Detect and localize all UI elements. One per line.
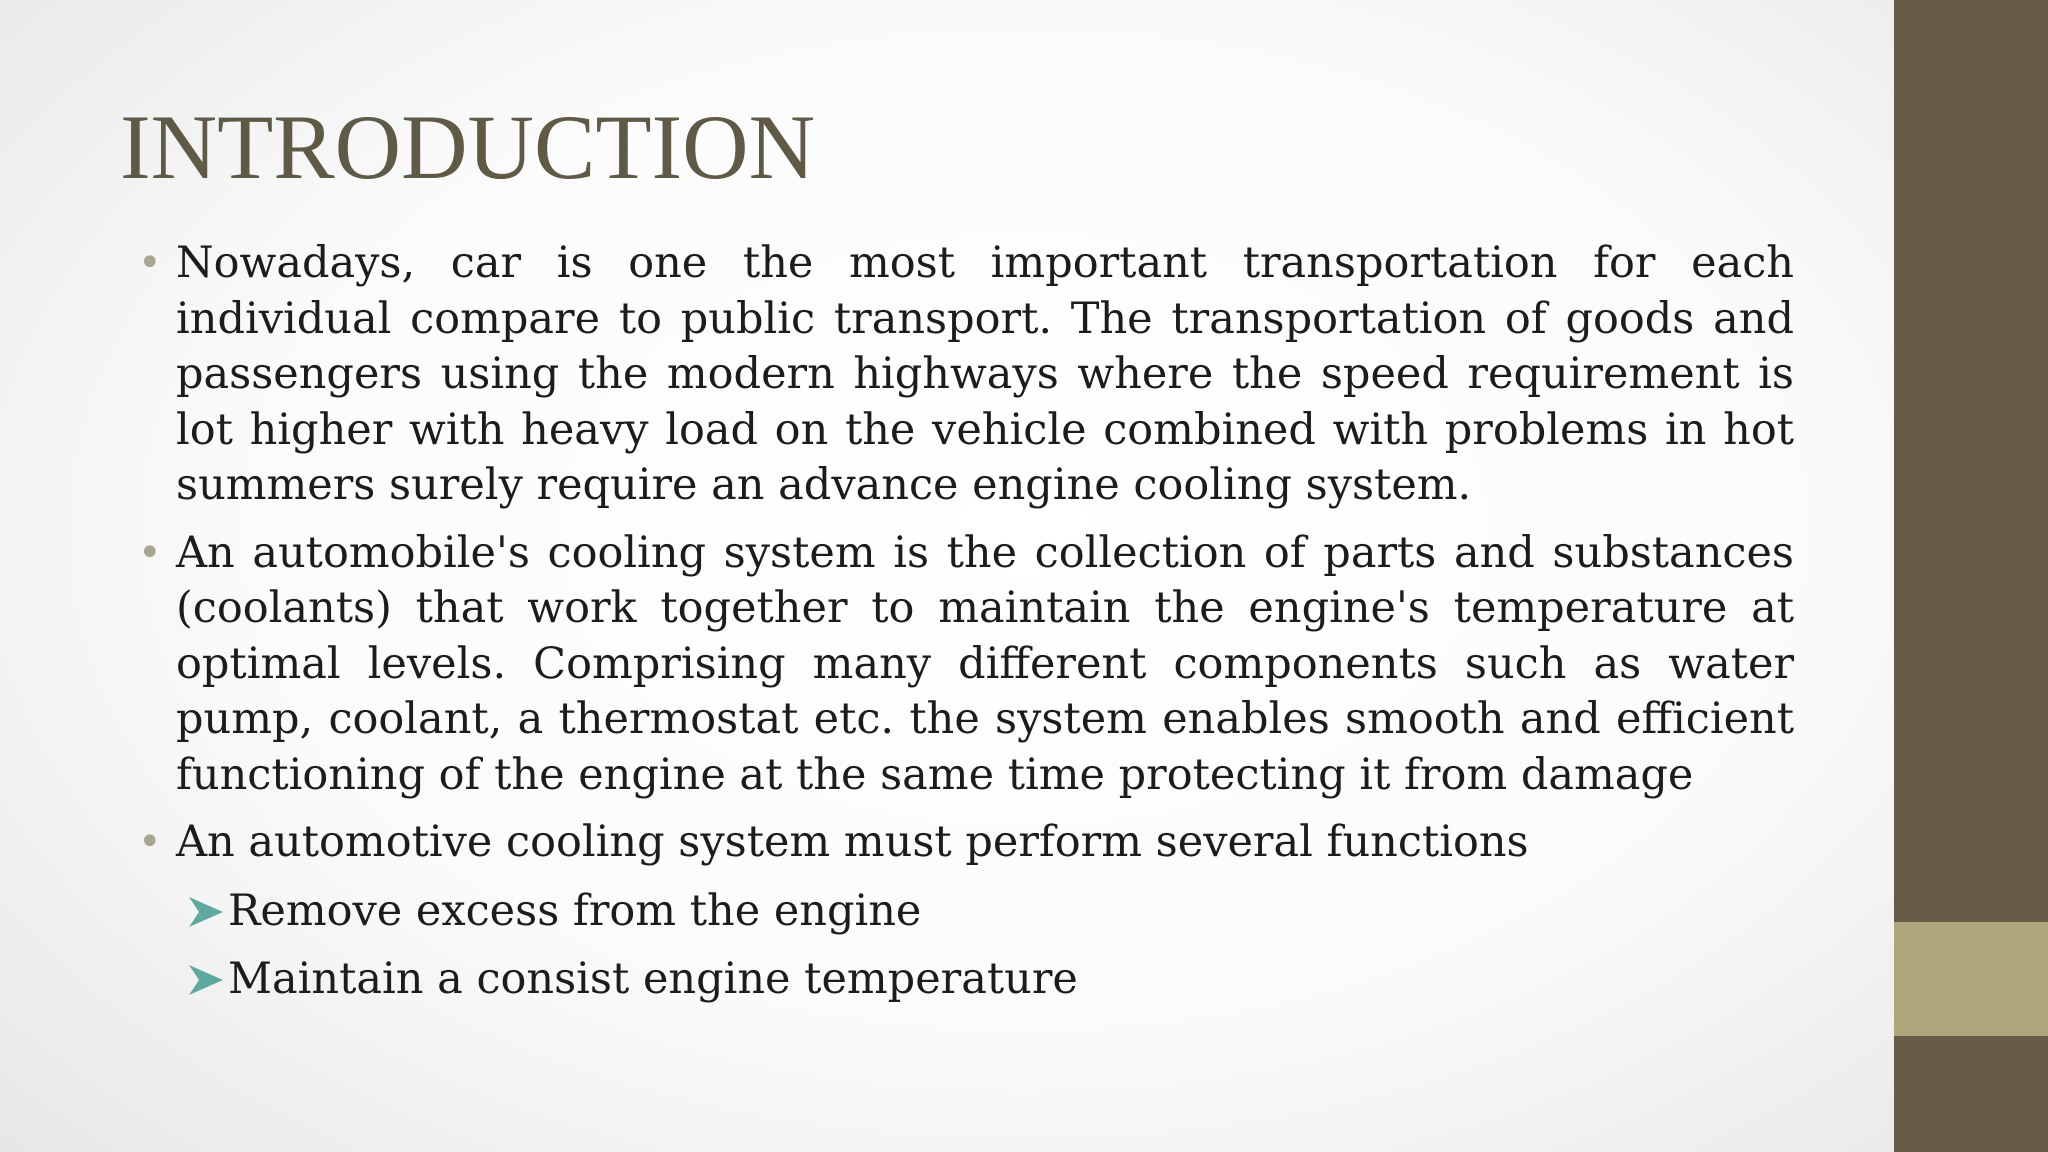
slide-title: INTRODUCTION	[120, 96, 816, 198]
sub-bullet-text: Maintain a consist engine temperature	[228, 953, 1078, 1004]
arrow-bullet-icon	[188, 964, 224, 996]
bullet-dot-icon: •	[138, 529, 162, 576]
sub-bullet-item	[138, 883, 1794, 939]
bullet-text: An automobile's cooling system is the collection of parts and substances (coolants) that work together to maintain the engine's temperature at optimal levels. Comprising many different components such as water pump, coolant, a thermostat etc. the system enables smooth and efficient functioning of the engine at the same time protecting it from damage	[176, 527, 1794, 800]
bullet-dot-icon: •	[138, 240, 162, 286]
bullet-text: Nowadays, car is one the most important transportation for each individual compare to public transport. The transportation of goods and passengers using the modern highways where the speed requirement is lot higher with heavy load on the vehicle combined with problems in hot summers surely require an advance engine cooling system.	[176, 238, 1794, 510]
arrow-bullet-icon	[188, 896, 224, 928]
bullet-text: An automotive cooling system must perform several functions	[176, 817, 1529, 867]
sub-bullet-text: Remove excess from the engine	[228, 885, 922, 936]
bullet-item	[138, 815, 1794, 871]
side-decoration-accent	[1894, 922, 2048, 1036]
sub-bullet-item	[138, 951, 1794, 1007]
bullet-item	[138, 526, 1794, 804]
bullet-item	[138, 236, 1794, 514]
bullet-dot-icon: •	[138, 819, 162, 865]
slide-body	[138, 236, 1794, 1019]
